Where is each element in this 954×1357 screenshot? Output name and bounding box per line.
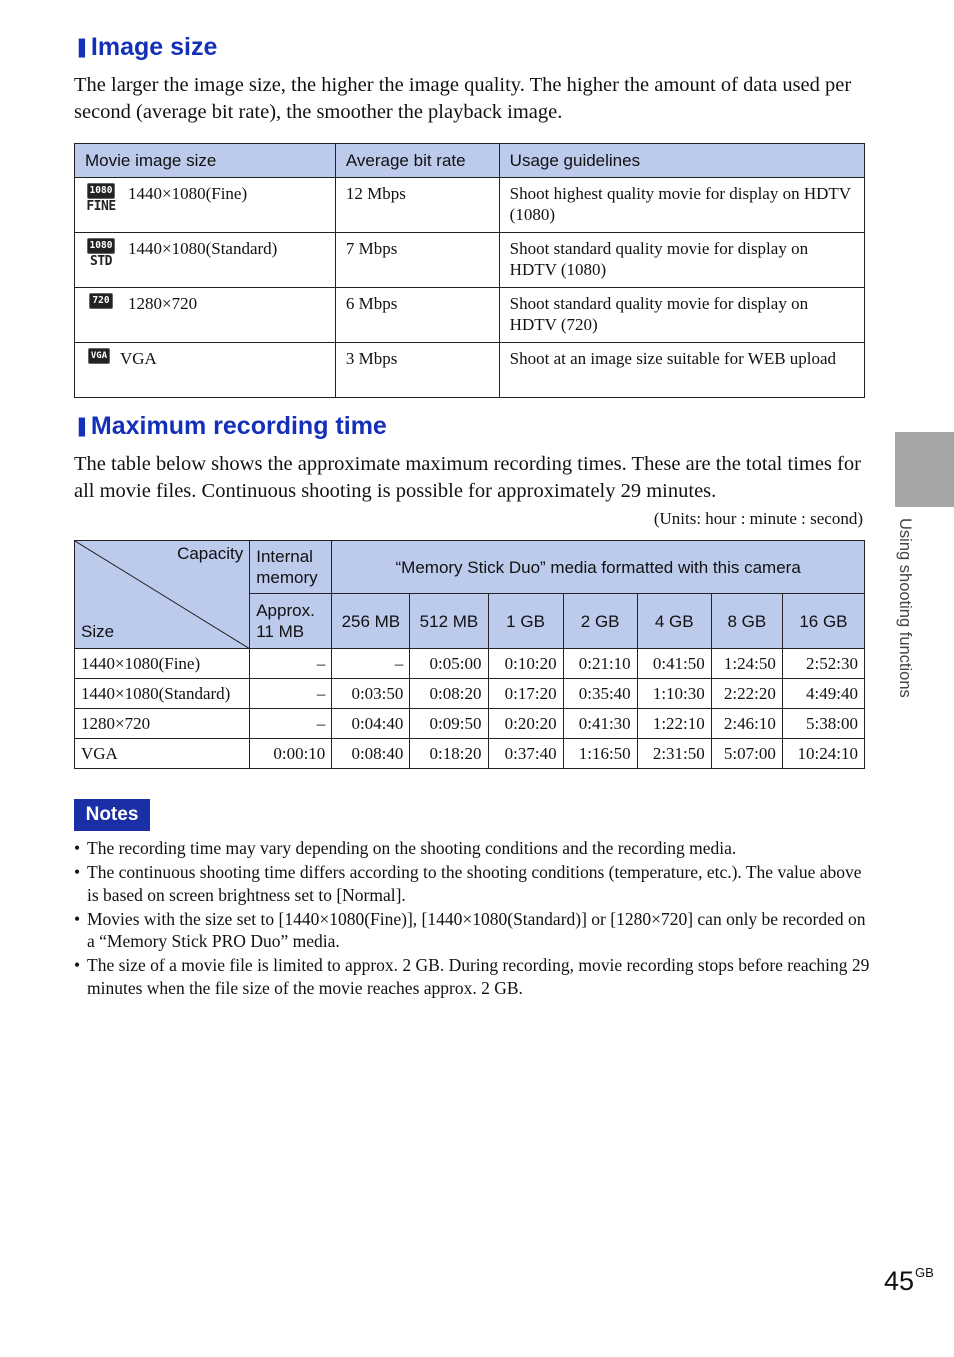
row-size-label: 1440×1080(Standard) bbox=[75, 679, 250, 709]
usage-cell: Shoot at an image size suitable for WEB upload bbox=[499, 343, 864, 398]
size-label: 1440×1080(Fine) bbox=[128, 184, 248, 203]
time-cell: 1:16:50 bbox=[563, 739, 637, 769]
image-size-heading bbox=[74, 33, 217, 62]
capacity-header: 16 GB bbox=[782, 594, 864, 649]
table-header-row bbox=[75, 541, 865, 594]
capacity-header: 4 GB bbox=[637, 594, 711, 649]
time-cell: 1:22:10 bbox=[637, 709, 711, 739]
capacity-size-corner bbox=[75, 541, 250, 649]
table-header-row bbox=[75, 144, 865, 178]
capacity-header: 2 GB bbox=[563, 594, 637, 649]
page-number-value: 45 bbox=[884, 1266, 915, 1296]
time-cell: 0:04:40 bbox=[332, 709, 410, 739]
max-recording-heading bbox=[74, 412, 387, 441]
list-item: • The recording time may vary depending on the shooting conditions and the recording media. bbox=[74, 837, 874, 860]
image-size-heading-text: Image size bbox=[90, 33, 218, 61]
header-movie-image-size: Movie image size bbox=[75, 144, 336, 178]
table-row bbox=[75, 709, 865, 739]
table-row bbox=[75, 679, 865, 709]
chapter-label: Using shooting functions bbox=[896, 518, 914, 698]
row-size-label: VGA bbox=[75, 739, 250, 769]
size-cell bbox=[75, 288, 336, 343]
time-cell: 0:35:40 bbox=[563, 679, 637, 709]
time-cell: 2:46:10 bbox=[711, 709, 782, 739]
size-cell bbox=[75, 178, 336, 233]
header-average-bit-rate: Average bit rate bbox=[335, 144, 499, 178]
notes-badge: Notes bbox=[74, 799, 150, 831]
max-recording-heading-text: Maximum recording time bbox=[90, 412, 387, 440]
image-size-intro: The larger the image size, the higher the image quality. The higher the amount of data used per second (average bit rate), the smoother the playback image. bbox=[74, 74, 852, 123]
size-cell bbox=[75, 233, 336, 288]
time-cell: – bbox=[250, 709, 332, 739]
time-cell: 2:22:20 bbox=[711, 679, 782, 709]
movie-1080-std-icon: 1080 STD bbox=[86, 238, 116, 269]
time-cell: 2:31:50 bbox=[637, 739, 711, 769]
usage-cell: Shoot standard quality movie for display on HDTV (1080) bbox=[499, 233, 864, 288]
page-number bbox=[884, 1265, 934, 1297]
page-number-suffix: GB bbox=[915, 1265, 934, 1280]
memory-stick-header: “Memory Stick Duo” media formatted with this camera bbox=[332, 541, 865, 594]
time-cell: 0:21:10 bbox=[563, 649, 637, 679]
time-cell: 10:24:10 bbox=[782, 739, 864, 769]
heading-bullet-icon: ❚ bbox=[74, 37, 89, 58]
time-cell: 0:09:50 bbox=[410, 709, 488, 739]
internal-memory-header: Internal memory bbox=[250, 541, 332, 594]
table-row bbox=[75, 233, 865, 288]
time-cell: 0:41:30 bbox=[563, 709, 637, 739]
notes-list bbox=[74, 837, 874, 1001]
recording-time-table bbox=[74, 540, 865, 769]
size-label: Size bbox=[81, 622, 115, 641]
bitrate-cell: 3 Mbps bbox=[335, 343, 499, 398]
time-cell: 0:41:50 bbox=[637, 649, 711, 679]
row-size-label: 1440×1080(Fine) bbox=[75, 649, 250, 679]
capacity-label: Capacity bbox=[177, 544, 244, 563]
table-row bbox=[75, 343, 865, 398]
time-cell: 1:24:50 bbox=[711, 649, 782, 679]
size-label: 1440×1080(Standard) bbox=[128, 239, 278, 258]
max-recording-intro: The table below shows the approximate maximum recording times. These are the total times for all movie files. Continuous shooting is possible for approximately 29 minutes. bbox=[74, 453, 861, 502]
time-cell: 1:10:30 bbox=[637, 679, 711, 709]
list-item: • The continuous shooting time differs according to the shooting conditions (temperature, etc.). The value above is based on screen brightness set to [Normal]. bbox=[74, 861, 874, 906]
time-cell: 4:49:40 bbox=[782, 679, 864, 709]
usage-cell: Shoot standard quality movie for display on HDTV (720) bbox=[499, 288, 864, 343]
capacity-header: 8 GB bbox=[711, 594, 782, 649]
time-cell: 5:07:00 bbox=[711, 739, 782, 769]
time-cell: 0:10:20 bbox=[488, 649, 563, 679]
bitrate-cell: 12 Mbps bbox=[335, 178, 499, 233]
table-row bbox=[75, 288, 865, 343]
bitrate-cell: 6 Mbps bbox=[335, 288, 499, 343]
table-row bbox=[75, 739, 865, 769]
list-item: • Movies with the size set to [1440×1080(Fine)], [1440×1080(Standard)] or [1280×720] can only be recorded on a “Memory Stick PRO Duo” media. bbox=[74, 908, 874, 953]
time-cell: – bbox=[332, 649, 410, 679]
internal-memory-capacity: Approx. 11 MB bbox=[250, 594, 332, 649]
capacity-header: 512 MB bbox=[410, 594, 488, 649]
movie-vga-icon: VGA bbox=[86, 348, 112, 364]
bitrate-cell: 7 Mbps bbox=[335, 233, 499, 288]
time-cell: – bbox=[250, 649, 332, 679]
size-label: 1280×720 bbox=[128, 294, 198, 313]
time-cell: 0:08:40 bbox=[332, 739, 410, 769]
header-usage-guidelines: Usage guidelines bbox=[499, 144, 864, 178]
table-row bbox=[75, 649, 865, 679]
image-size-table bbox=[74, 143, 865, 398]
time-cell: 0:03:50 bbox=[332, 679, 410, 709]
time-cell: 0:08:20 bbox=[410, 679, 488, 709]
time-cell: 0:37:40 bbox=[488, 739, 563, 769]
time-cell: 0:17:20 bbox=[488, 679, 563, 709]
chapter-tab bbox=[895, 432, 954, 507]
heading-bullet-icon: ❚ bbox=[74, 416, 89, 437]
list-item: • The size of a movie file is limited to approx. 2 GB. During recording, movie recording stops before reaching 29 minutes when the file size of the movie reaches approx. 2 GB. bbox=[74, 954, 874, 999]
size-cell bbox=[75, 343, 336, 398]
size-label: VGA bbox=[120, 349, 157, 368]
units-note: (Units: hour : minute : second) bbox=[653, 509, 863, 528]
table-row bbox=[75, 178, 865, 233]
time-cell: 2:52:30 bbox=[782, 649, 864, 679]
time-cell: 0:05:00 bbox=[410, 649, 488, 679]
time-cell: 5:38:00 bbox=[782, 709, 864, 739]
time-cell: 0:20:20 bbox=[488, 709, 563, 739]
movie-720-icon: 720 bbox=[86, 293, 116, 309]
row-size-label: 1280×720 bbox=[75, 709, 250, 739]
time-cell: – bbox=[250, 679, 332, 709]
time-cell: 0:00:10 bbox=[250, 739, 332, 769]
time-cell: 0:18:20 bbox=[410, 739, 488, 769]
capacity-header: 256 MB bbox=[332, 594, 410, 649]
movie-1080-fine-icon: 1080 FINE bbox=[86, 185, 116, 214]
capacity-header: 1 GB bbox=[488, 594, 563, 649]
usage-cell: Shoot highest quality movie for display on HDTV (1080) bbox=[499, 178, 864, 233]
